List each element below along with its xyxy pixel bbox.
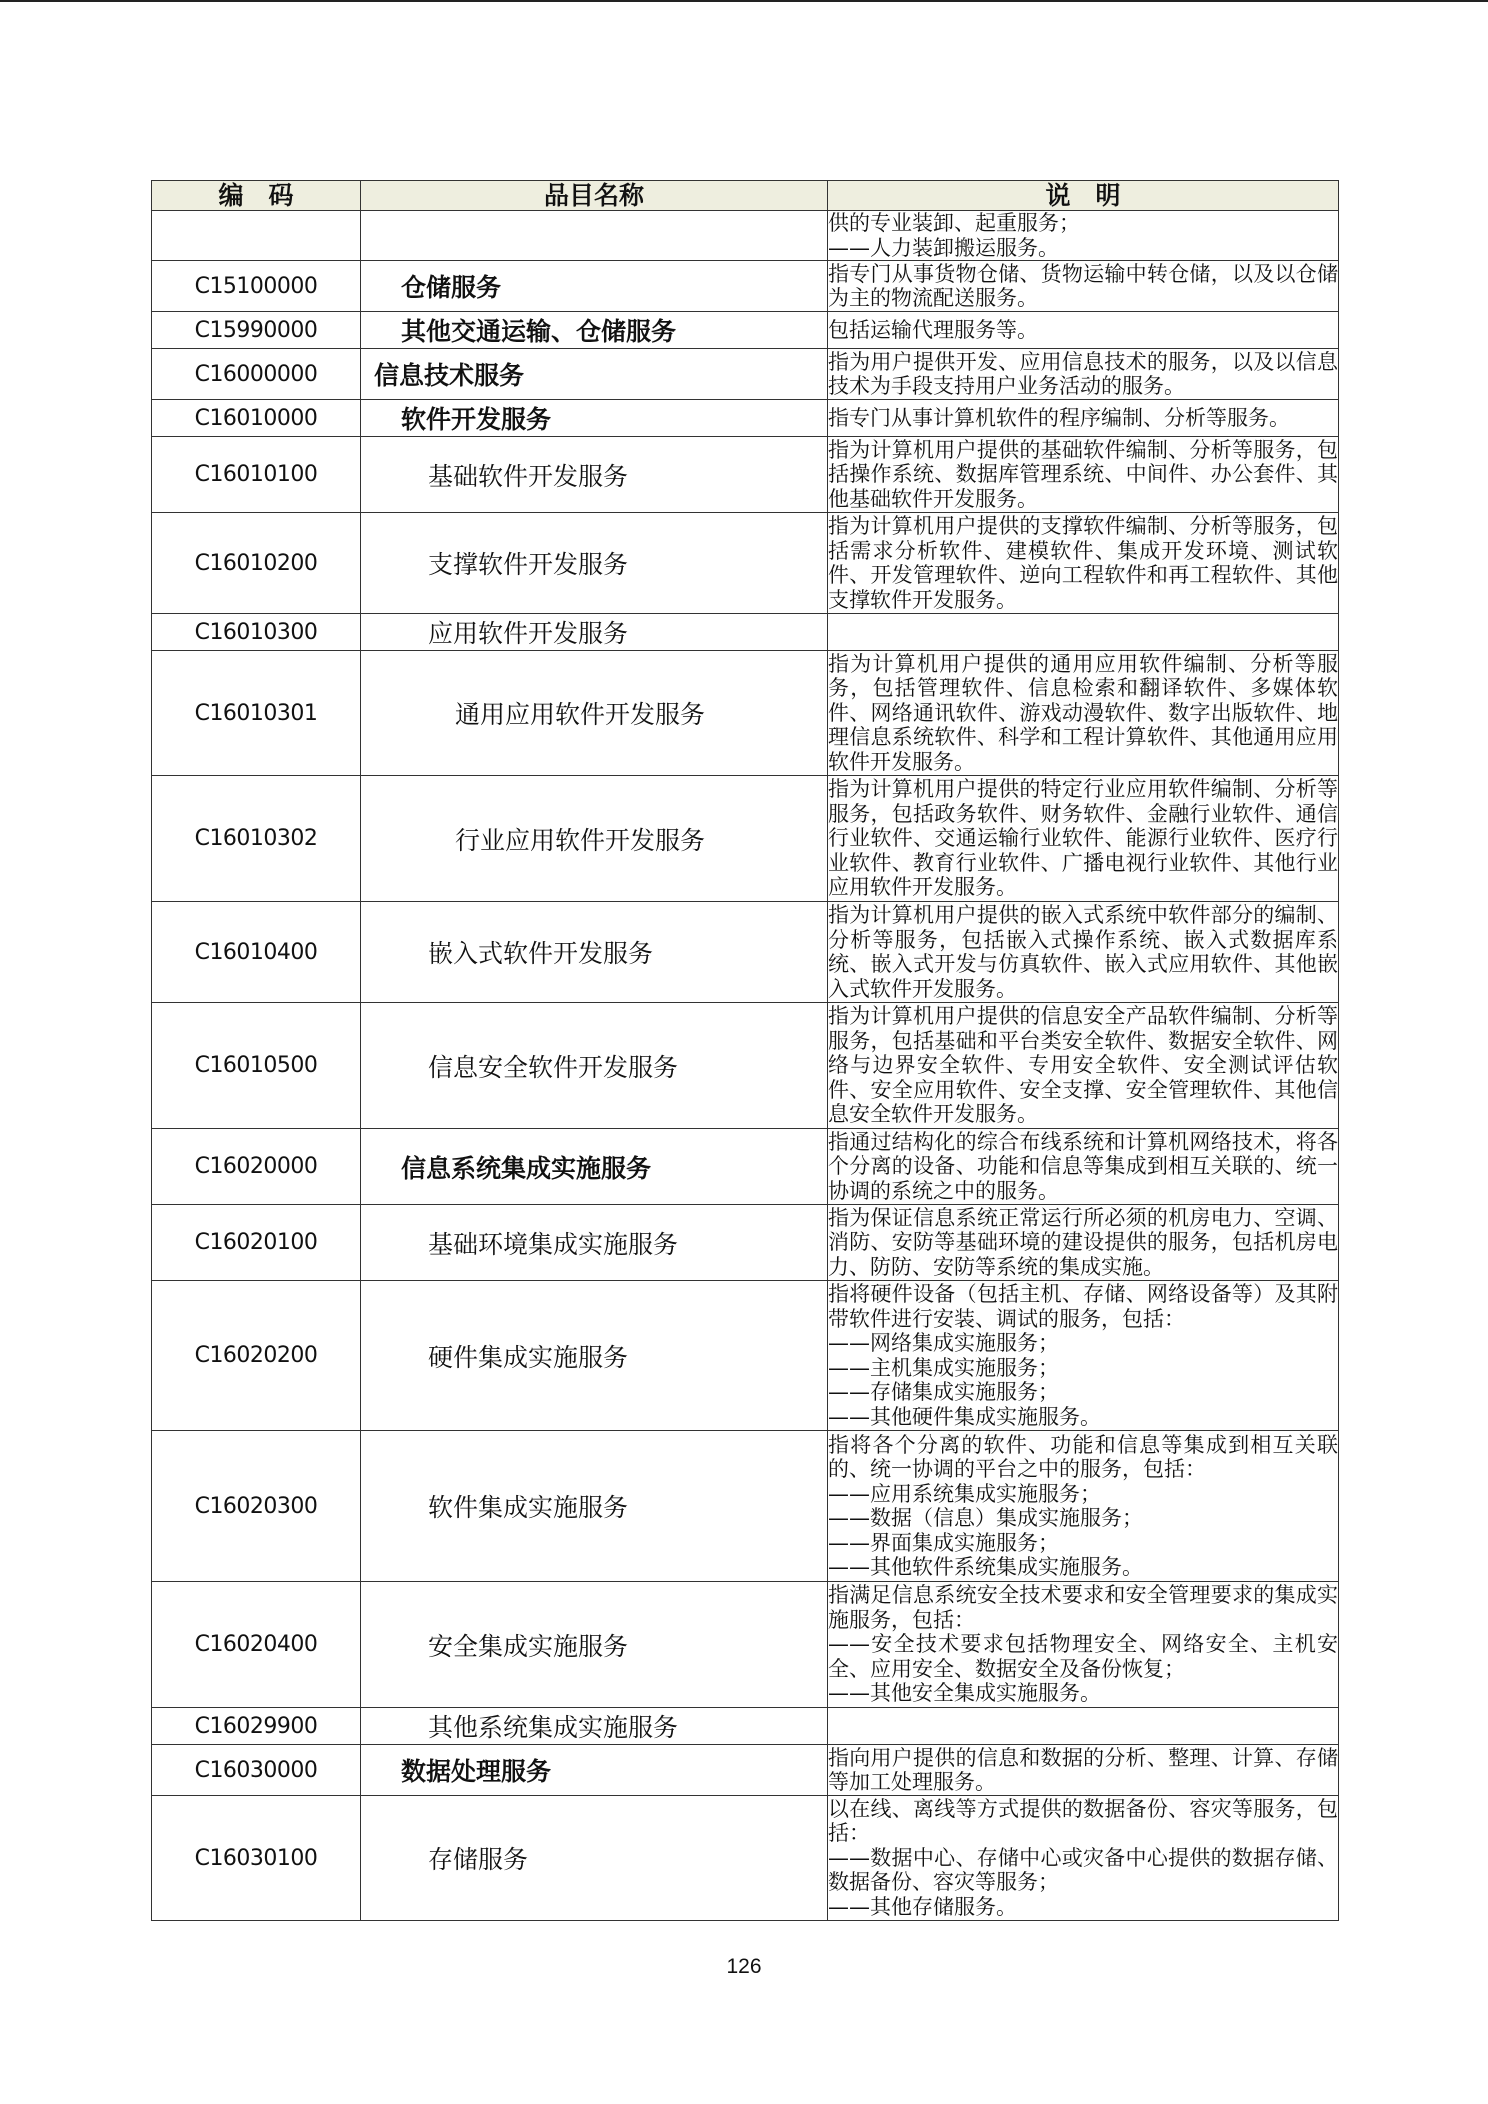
header-row xyxy=(152,181,1339,211)
item-name: 硬件集成实施服务 xyxy=(361,1281,828,1431)
description-line: ——主机集成实施服务； xyxy=(828,1355,1059,1380)
item-code: C16020100 xyxy=(152,1205,361,1281)
table-row xyxy=(152,902,1339,1003)
item-name: 信息安全软件开发服务 xyxy=(361,1003,828,1129)
item-name: 仓储服务 xyxy=(361,261,828,312)
description-line: 指为保证信息系统正常运行所必须的机房电力、空调、消防、安防等基础环境的建设提供的服务，包括机房电力、防防、安防等系统的集成实施。 xyxy=(828,1205,1338,1279)
description-line: 指为计算机用户提供的特定行业应用软件编制、分析等服务，包括政务软件、财务软件、金融行业软件、通信行业软件、交通运输行业软件、能源行业软件、医疗行业软件、教育行业软件、广播电视行业软件、其他行业应用软件开发服务。 xyxy=(828,777,1338,900)
catalog-table xyxy=(151,180,1339,1921)
item-code: C16010302 xyxy=(152,776,361,902)
description-line: 指专门从事计算机软件的程序编制、分析等服务。 xyxy=(828,405,1290,430)
description-line: 指为计算机用户提供的嵌入式系统中软件部分的编制、分析等服务，包括嵌入式操作系统、嵌入式数据库系统、嵌入式开发与仿真软件、嵌入式应用软件、其他嵌入式软件开发服务。 xyxy=(828,903,1338,1001)
table-body xyxy=(152,211,1339,1921)
table-header xyxy=(152,181,1339,211)
description-line: ——数据（信息）集成实施服务； xyxy=(828,1506,1143,1530)
description-line: ——数据中心、存储中心或灾备中心提供的数据存储、数据备份、容灾等服务； xyxy=(828,1845,1338,1895)
item-description xyxy=(828,211,1339,261)
item-description xyxy=(828,400,1339,437)
item-code: C15990000 xyxy=(152,312,361,349)
item-description xyxy=(828,1431,1339,1582)
item-code: C16010200 xyxy=(152,513,361,614)
table-row xyxy=(152,1003,1339,1129)
description-line: ——网络集成实施服务； xyxy=(828,1331,1059,1355)
item-description xyxy=(828,776,1339,902)
item-description xyxy=(828,349,1339,400)
description-line: 指为用户提供开发、应用信息技术的服务，以及以信息技术为手段支持用户业务活动的服务。 xyxy=(828,349,1338,398)
item-name: 信息系统集成实施服务 xyxy=(361,1129,828,1205)
description-line: 指为计算机用户提供的基础软件编制、分析等服务，包括操作系统、数据库管理系统、中间件、办公套件、其他基础软件开发服务。 xyxy=(828,437,1338,511)
table-row xyxy=(152,437,1339,513)
item-name: 嵌入式软件开发服务 xyxy=(361,902,828,1003)
item-description xyxy=(828,513,1339,614)
item-name: 应用软件开发服务 xyxy=(361,614,828,651)
item-description xyxy=(828,614,1339,651)
table-row xyxy=(152,1129,1339,1205)
item-description xyxy=(828,1745,1339,1796)
header-name: 品目名称 xyxy=(361,181,828,211)
table-row xyxy=(152,1205,1339,1281)
table-row xyxy=(152,1745,1339,1796)
top-border-rule xyxy=(0,0,1488,2)
description-line: 指为计算机用户提供的通用应用软件编制、分析等服务，包括管理软件、信息检索和翻译软件、多媒体软件、网络通讯软件、游戏动漫软件、数字出版软件、地理信息系统软件、科学和工程计算软件、其他通用应用软件开发服务。 xyxy=(828,651,1338,774)
description-line: 指将硬件设备（包括主机、存储、网络设备等）及其附带软件进行安装、调试的服务，包括： xyxy=(828,1282,1338,1331)
item-code: C16029900 xyxy=(152,1708,361,1745)
table-row xyxy=(152,1582,1339,1708)
table-row xyxy=(152,261,1339,312)
description-line: ——应用系统集成实施服务； xyxy=(828,1481,1101,1506)
item-name: 安全集成实施服务 xyxy=(361,1582,828,1708)
item-description xyxy=(828,651,1339,776)
item-code: C16000000 xyxy=(152,349,361,400)
item-code: C16010100 xyxy=(152,437,361,513)
item-name: 基础环境集成实施服务 xyxy=(361,1205,828,1281)
item-code: C16020000 xyxy=(152,1129,361,1205)
table-row xyxy=(152,312,1339,349)
description-line: ——存储集成实施服务； xyxy=(828,1380,1059,1404)
item-description xyxy=(828,437,1339,513)
item-name: 通用应用软件开发服务 xyxy=(361,651,828,776)
item-description xyxy=(828,1708,1339,1745)
item-code: C16010000 xyxy=(152,400,361,437)
header-code: 编 码 xyxy=(152,181,361,211)
description-line: 指为计算机用户提供的支撑软件编制、分析等服务，包括需求分析软件、建模软件、集成开发环境、测试软件、开发管理软件、逆向工程软件和再工程软件、其他支撑软件开发服务。 xyxy=(828,514,1338,612)
item-description xyxy=(828,261,1339,312)
item-name: 软件集成实施服务 xyxy=(361,1431,828,1582)
table-row xyxy=(152,651,1339,776)
item-description xyxy=(828,1129,1339,1205)
item-description xyxy=(828,1205,1339,1281)
description-line: ——其他硬件集成实施服务。 xyxy=(828,1404,1101,1429)
description-line: 指通过结构化的综合布线系统和计算机网络技术，将各个分离的设备、功能和信息等集成到相互关联的、统一协调的系统之中的服务。 xyxy=(828,1129,1338,1203)
item-code: C16030100 xyxy=(152,1796,361,1921)
item-description xyxy=(828,902,1339,1003)
item-code: C16010301 xyxy=(152,651,361,776)
description-line: ——界面集成实施服务； xyxy=(828,1530,1059,1555)
item-name: 其他系统集成实施服务 xyxy=(361,1708,828,1745)
description-line: 供的专业装卸、起重服务； xyxy=(828,211,1080,235)
header-desc: 说 明 xyxy=(828,181,1339,211)
item-name: 基础软件开发服务 xyxy=(361,437,828,513)
description-line: ——人力装卸搬运服务。 xyxy=(828,235,1059,260)
table-row xyxy=(152,614,1339,651)
description-line: 指将各个分离的软件、功能和信息等集成到相互关联的、统一协调的平台之中的服务，包括： xyxy=(828,1432,1338,1481)
table-row xyxy=(152,513,1339,614)
item-code: C16010400 xyxy=(152,902,361,1003)
description-line: ——其他安全集成实施服务。 xyxy=(828,1681,1101,1706)
item-name: 行业应用软件开发服务 xyxy=(361,776,828,902)
item-description xyxy=(828,1281,1339,1431)
item-description xyxy=(828,1003,1339,1129)
description-line: 以在线、离线等方式提供的数据备份、容灾等服务，包括： xyxy=(828,1796,1338,1846)
table-row xyxy=(152,400,1339,437)
item-name: 数据处理服务 xyxy=(361,1745,828,1796)
description-line: 包括运输代理服务等。 xyxy=(828,317,1038,342)
item-code: C16020400 xyxy=(152,1582,361,1708)
item-name: 信息技术服务 xyxy=(361,349,828,400)
item-name: 支撑软件开发服务 xyxy=(361,513,828,614)
description-line: 指向用户提供的信息和数据的分析、整理、计算、存储等加工处理服务。 xyxy=(828,1745,1338,1794)
item-code: C16020200 xyxy=(152,1281,361,1431)
item-name: 其他交通运输、仓储服务 xyxy=(361,312,828,349)
description-line: 指满足信息系统安全技术要求和安全管理要求的集成实施服务，包括： xyxy=(828,1583,1338,1632)
table-row xyxy=(152,776,1339,902)
table-row xyxy=(152,211,1339,261)
item-code xyxy=(152,211,361,261)
item-description xyxy=(828,1796,1339,1921)
table-row xyxy=(152,1708,1339,1745)
item-name xyxy=(361,211,828,261)
item-code: C16010300 xyxy=(152,614,361,651)
table-row xyxy=(152,1281,1339,1431)
page-number: 126 xyxy=(726,1955,762,1978)
description-line: ——安全技术要求包括物理安全、网络安全、主机安全、应用安全、数据安全及备份恢复； xyxy=(828,1632,1338,1681)
item-code: C16020300 xyxy=(152,1431,361,1582)
description-line: 指为计算机用户提供的信息安全产品软件编制、分析等服务，包括基础和平台类安全软件、数据安全软件、网络与边界安全软件、专用安全软件、安全测试评估软件、安全应用软件、安全支撑、安全管理软件、其他信息安全软件开发服务。 xyxy=(828,1004,1338,1127)
description-line: ——其他存储服务。 xyxy=(828,1894,1017,1919)
description-line: 指专门从事货物仓储、货物运输中转仓储，以及以仓储为主的物流配送服务。 xyxy=(828,261,1338,310)
description-line: ——其他软件系统集成实施服务。 xyxy=(828,1555,1143,1579)
item-description xyxy=(828,1582,1339,1708)
table-row xyxy=(152,1796,1339,1921)
item-description xyxy=(828,312,1339,349)
table-row xyxy=(152,349,1339,400)
item-name: 软件开发服务 xyxy=(361,400,828,437)
item-code: C15100000 xyxy=(152,261,361,312)
table-row xyxy=(152,1431,1339,1582)
item-code: C16030000 xyxy=(152,1745,361,1796)
item-code: C16010500 xyxy=(152,1003,361,1129)
item-name: 存储服务 xyxy=(361,1796,828,1921)
